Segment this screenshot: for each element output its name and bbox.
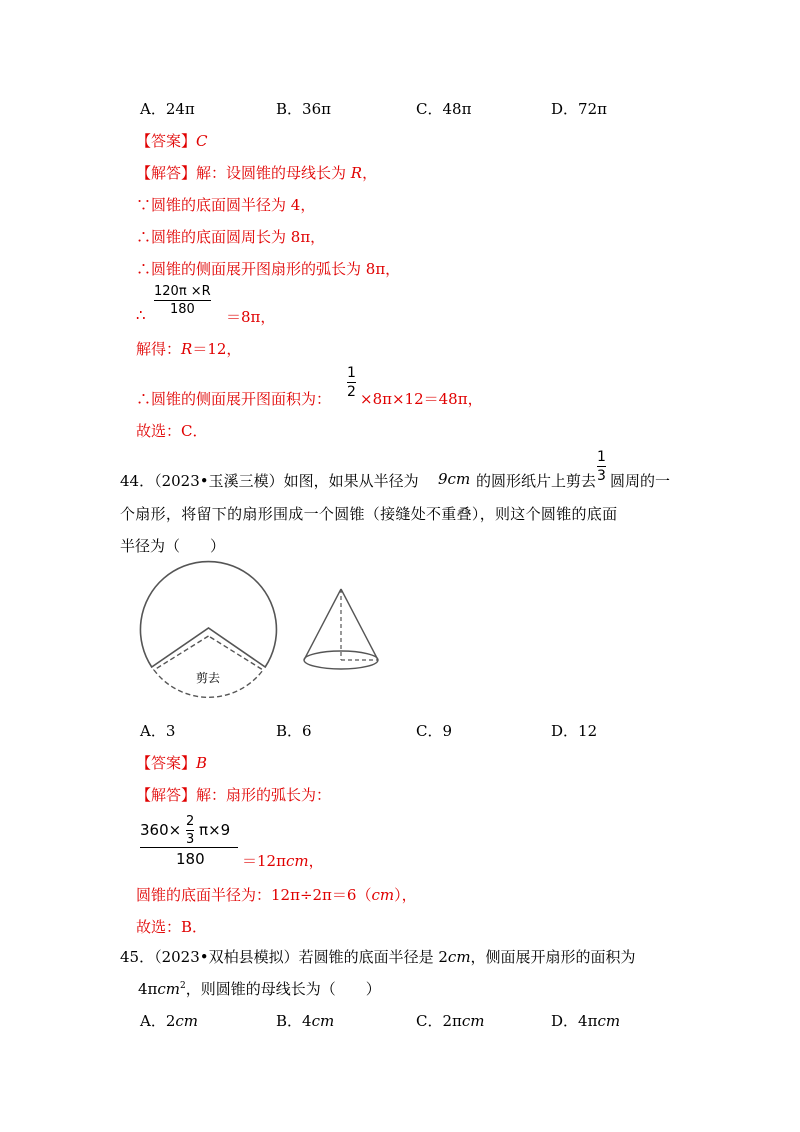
question-text: 半径为（ ）: [120, 537, 226, 555]
question-text: 个扇形，将留下的扇形围成一个圆锥（接缝处不重叠），则这个圆锥的底面: [120, 505, 618, 523]
answer-value: B: [196, 754, 208, 772]
option-text: B．4: [276, 1012, 312, 1030]
question-text: ，则圆锥的母线长为（ ）: [185, 980, 381, 998]
superscript: 2: [180, 981, 186, 991]
inner-numerator: 2: [185, 814, 195, 829]
unit: cm: [285, 852, 309, 870]
answer-label: 【答案】: [136, 754, 197, 772]
option-text: C．2π: [416, 1012, 462, 1030]
step-text: 圆锥的底面半径为：12π÷2π＝6（: [136, 886, 372, 904]
result-value: ＝12π: [242, 852, 286, 870]
unit: cm: [447, 948, 471, 966]
step-text: 解得：: [136, 340, 182, 358]
unit: cm: [371, 886, 395, 904]
question-text: 44．（2023•玉溪三模）如图，如果从半径为: [120, 472, 419, 490]
answer-label: 【答案】: [136, 132, 197, 150]
analysis-label: 【解答】: [136, 164, 197, 182]
figure-label: 剪去: [196, 671, 221, 685]
denominator: 3: [597, 468, 606, 484]
denominator: 180: [169, 302, 195, 317]
cone-slant-right: [341, 589, 378, 660]
option-text: A．2: [140, 1012, 176, 1030]
q44-answer: [136, 752, 207, 773]
q45-option-d: [551, 1010, 620, 1031]
formula-numerator: [140, 815, 230, 846]
numerator: 1: [597, 449, 606, 465]
question-text: 4π: [138, 980, 158, 998]
q44-option-a: A．3: [140, 722, 176, 740]
question-text: 的圆形纸片上剪去: [476, 472, 597, 490]
q43-option-d: D．72π: [551, 100, 607, 118]
question-text: ，侧面展开扇形的面积为: [470, 948, 636, 966]
variable-r: R: [181, 340, 193, 358]
question-line-2: [138, 978, 381, 999]
step-text: ×8π×12＝48π，: [360, 390, 483, 408]
q44-option-c: C．9: [416, 722, 453, 740]
numerator: 120π ×R: [154, 284, 211, 299]
inner-fraction: [186, 815, 194, 846]
q43-step-2: ∵圆锥的底面圆半径为 4，: [136, 196, 316, 214]
question-unit: 9cm: [438, 470, 471, 488]
q45-option-c: [416, 1010, 485, 1031]
step-text: ），: [394, 886, 417, 904]
q44-step-2: [136, 884, 417, 905]
inner-denominator: 3: [185, 832, 195, 847]
step-text: 解：设圆锥的母线长为: [196, 164, 351, 182]
numerator-part: π×9: [199, 821, 231, 839]
q43-step-3: ∴圆锥的底面圆周长为 8π，: [136, 228, 326, 246]
q43-step-4: ∴圆锥的侧面展开图扇形的弧长为 8π，: [136, 260, 401, 278]
option-text: D．4π: [551, 1012, 598, 1030]
analysis-label: 【解答】: [136, 786, 197, 804]
step-text: 解：扇形的弧长为：: [196, 786, 332, 804]
step-text: ∴圆锥的侧面展开图面积为：: [136, 390, 332, 408]
q44-step-1: [136, 784, 331, 805]
result: ＝8π，: [226, 308, 276, 326]
q43-option-a: A．24π: [140, 100, 195, 118]
fraction-bar: [140, 847, 238, 848]
unit: cm: [597, 1012, 621, 1030]
question-text: 圆周的一: [610, 472, 671, 490]
q44-option-d: D．12: [551, 722, 598, 740]
q44-step-3: 故选：B．: [136, 918, 208, 936]
q45-option-a: [140, 1010, 198, 1031]
q45-option-b: [276, 1010, 334, 1031]
formula-result: [242, 850, 324, 871]
step-text: ＝12，: [192, 340, 242, 358]
q44-option-b: B．6: [276, 722, 312, 740]
step-text: ，: [362, 164, 378, 182]
fraction-bar: [186, 830, 194, 831]
punct: ，: [308, 852, 324, 870]
variable-r: R: [350, 164, 363, 182]
formula-denominator: 180: [176, 850, 205, 868]
cone-slant-left: [304, 589, 341, 660]
q43-step-8: 故选：C．: [136, 422, 208, 440]
therefore-symbol: ∴: [136, 306, 146, 324]
unit: cm: [461, 1012, 485, 1030]
unit: cm: [157, 980, 181, 998]
answer-value: C: [196, 132, 208, 150]
unit: cm: [311, 1012, 335, 1030]
numerator-part: 360×: [140, 821, 182, 839]
numerator: 1: [347, 365, 356, 381]
q43-option-b: B．36π: [276, 100, 331, 118]
unit: cm: [175, 1012, 199, 1030]
denominator: 2: [347, 384, 356, 400]
question-line-1: [120, 946, 636, 967]
question-text: 45．（2023•双柏县模拟）若圆锥的底面半径是 2: [120, 948, 448, 966]
q43-option-c: C．48π: [416, 100, 472, 118]
